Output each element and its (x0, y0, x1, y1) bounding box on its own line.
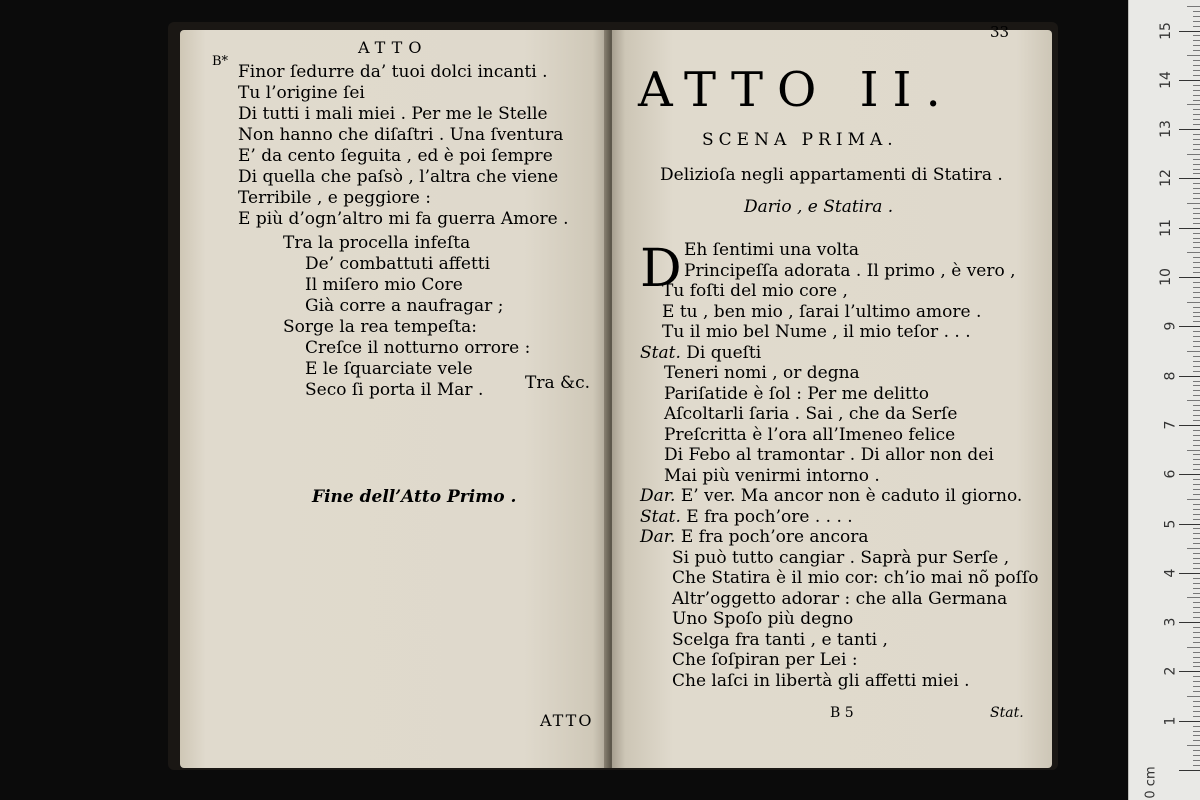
ruler-tick (1193, 440, 1200, 441)
ruler-tick (1193, 735, 1200, 736)
ruler-tick (1193, 405, 1200, 406)
ruler-tick (1193, 213, 1200, 214)
ruler-unit-label: 0 cm (1143, 766, 1159, 799)
ruler-tick (1193, 287, 1200, 288)
dialogue-text: Di queſti (686, 342, 762, 363)
ruler-tick (1187, 400, 1200, 401)
ruler-tick (1179, 228, 1200, 229)
ruler-tick (1193, 691, 1200, 692)
ruler-tick (1179, 425, 1200, 426)
dialogue-text: E fra poch’ore . . . . (686, 506, 853, 527)
ruler-tick (1187, 104, 1200, 105)
dialogue-line (664, 466, 880, 486)
speaker-label: Stat. (640, 506, 687, 527)
measuring-ruler (1128, 0, 1200, 800)
ruler-tick (1193, 331, 1200, 332)
corner-mark: B* (212, 54, 229, 69)
ruler-number: 3 (1162, 617, 1179, 627)
dialogue-line (640, 527, 869, 547)
ruler-tick (1193, 504, 1200, 505)
ruler-number: 7 (1162, 420, 1179, 430)
ruler-tick (1193, 169, 1200, 170)
ruler-tick (1193, 494, 1200, 495)
ruler-tick (1193, 662, 1200, 663)
dialogue-line (664, 445, 994, 465)
dialogue-line (640, 486, 1022, 506)
ruler-number: 14 (1158, 70, 1175, 89)
ruler-tick (1193, 568, 1200, 569)
ruler-tick (1193, 395, 1200, 396)
ruler-tick (1193, 242, 1200, 243)
dialogue-text: Altr’oggetto adorar : che alla Germana (672, 588, 1008, 609)
ruler-tick (1187, 252, 1200, 253)
verse-line: E più d’ogn’altro mi fa guerra Amore . (238, 209, 569, 229)
ruler-tick (1193, 686, 1200, 687)
dialogue-line (662, 322, 971, 342)
ruler-tick (1187, 597, 1200, 598)
ruler-tick (1179, 524, 1200, 525)
scene-setting: Delizioſa negli appartamenti di Statira . (660, 165, 1003, 185)
ruler-tick (1187, 302, 1200, 303)
ruler-tick (1193, 149, 1200, 150)
dialogue-line (672, 589, 1007, 609)
ruler-tick (1179, 474, 1200, 475)
dialogue-text: E’ ver. Ma ancor non è caduto il giorno. (680, 486, 1023, 506)
ruler-number: 4 (1162, 568, 1179, 578)
page-number: 33 (990, 23, 1010, 41)
ruler-tick (1187, 696, 1200, 697)
ruler-tick (1193, 593, 1200, 594)
ruler-tick (1193, 60, 1200, 61)
speaker-label: Dar. (640, 527, 681, 547)
ruler-tick (1193, 144, 1200, 145)
ruler-tick (1193, 602, 1200, 603)
ruler-tick (1193, 716, 1200, 717)
ruler-tick (1193, 198, 1200, 199)
signature-mark: B 5 (830, 705, 854, 721)
ruler-tick (1193, 292, 1200, 293)
ruler-tick (1193, 40, 1200, 41)
ruler-tick (1193, 390, 1200, 391)
dialogue-line (672, 609, 853, 629)
dialogue-line (684, 261, 1016, 281)
ruler-tick (1193, 356, 1200, 357)
ruler-tick (1187, 499, 1200, 500)
ruler-tick (1193, 583, 1200, 584)
dialogue-line (662, 281, 848, 301)
ruler-tick (1179, 129, 1200, 130)
ruler-tick (1193, 415, 1200, 416)
ruler-tick (1193, 445, 1200, 446)
ruler-number: 13 (1158, 120, 1175, 139)
aria-line: Tra la procella infeſta (283, 233, 471, 253)
dialogue-line (640, 343, 761, 363)
ruler-tick (1193, 297, 1200, 298)
verse-line: Di quella che paſsò , l’altra che viene (238, 167, 559, 187)
ruler-tick (1193, 469, 1200, 470)
ruler-tick (1179, 770, 1200, 771)
dialogue-line (672, 671, 970, 691)
ruler-tick (1193, 341, 1200, 342)
ruler-tick (1193, 519, 1200, 520)
ruler-tick (1193, 233, 1200, 234)
ruler-tick (1193, 21, 1200, 22)
ruler-tick (1193, 706, 1200, 707)
ruler-tick (1193, 95, 1200, 96)
ruler-tick (1193, 346, 1200, 347)
ruler-tick (1193, 381, 1200, 382)
ruler-tick (1193, 282, 1200, 283)
ruler-tick (1193, 183, 1200, 184)
ruler-number: 1 (1162, 716, 1179, 726)
aria-line: Già corre a naufragar ; (305, 296, 504, 316)
ruler-tick (1193, 321, 1200, 322)
ruler-number: 12 (1158, 169, 1175, 188)
ruler-tick (1193, 464, 1200, 465)
dialogue-text: Uno Spoſo più degno (672, 609, 854, 629)
verse-line: Di tutti i mali miei . Per me le Stelle (238, 104, 548, 124)
dialogue-line (672, 568, 1039, 588)
ruler-tick (1193, 371, 1200, 372)
ruler-tick (1193, 114, 1200, 115)
ruler-tick (1193, 652, 1200, 653)
ruler-tick (1193, 223, 1200, 224)
ruler-tick (1193, 533, 1200, 534)
ruler-tick (1193, 637, 1200, 638)
ruler-tick (1193, 50, 1200, 51)
dialogue-line (664, 363, 860, 383)
ruler-tick (1193, 139, 1200, 140)
ruler-tick (1187, 548, 1200, 549)
dialogue-line (664, 404, 957, 424)
ruler-tick (1193, 484, 1200, 485)
ruler-tick (1193, 420, 1200, 421)
ruler-tick (1193, 307, 1200, 308)
ruler-tick (1179, 376, 1200, 377)
scene-title: SCENA PRIMA. (702, 130, 898, 150)
ruler-tick (1187, 203, 1200, 204)
ruler-number: 9 (1162, 321, 1179, 331)
dialogue-text: Aſcoltarli ſaria . Sai , che da Serſe (664, 404, 958, 424)
ruler-tick (1193, 607, 1200, 608)
ruler-tick (1179, 622, 1200, 623)
ruler-tick (1193, 100, 1200, 101)
right-catchword: Stat. (990, 705, 1024, 721)
ruler-number: 8 (1162, 371, 1179, 381)
ruler-tick (1193, 26, 1200, 27)
ruler-tick (1187, 351, 1200, 352)
ruler-tick (1193, 543, 1200, 544)
ruler-tick (1193, 45, 1200, 46)
ruler-tick (1193, 361, 1200, 362)
dialogue-line (684, 240, 859, 260)
ruler-tick (1193, 410, 1200, 411)
verse-line: Finor ſedurre da’ tuoi dolci incanti . (238, 62, 548, 82)
ruler-tick (1193, 454, 1200, 455)
ruler-tick (1193, 70, 1200, 71)
ruler-tick (1193, 164, 1200, 165)
ruler-tick (1193, 578, 1200, 579)
ruler-tick (1193, 85, 1200, 86)
ruler-tick (1193, 430, 1200, 431)
ruler-tick (1193, 65, 1200, 66)
left-catchword: ATTO (540, 711, 594, 730)
ruler-number: 10 (1158, 268, 1175, 286)
ruler-tick (1193, 514, 1200, 515)
ruler-tick (1193, 16, 1200, 17)
ruler-tick (1193, 479, 1200, 480)
ruler-tick (1193, 563, 1200, 564)
ruler-tick (1193, 731, 1200, 732)
ruler-tick (1193, 312, 1200, 313)
ruler-tick (1193, 632, 1200, 633)
verse-line: Tu l’origine ſei (238, 83, 365, 103)
verse-line: Non hanno che diſaſtri . Una ſventura (238, 125, 564, 145)
dialogue-text: Tu foſti del mio core , (662, 281, 848, 301)
dialogue-text: Che ſoſpiran per Lei : (672, 650, 858, 670)
ruler-tick (1193, 726, 1200, 727)
dialogue-text: Preſcritta è l’ora all’Imeneo felice (664, 424, 956, 445)
running-head: ATTO (358, 38, 428, 57)
verse-line: E’ da cento ſeguita , ed è poi ſempre (238, 146, 553, 166)
dialogue-line (664, 384, 929, 404)
dialogue-text: Di Febo al tramontar . Di allor non dei (664, 445, 994, 465)
ruler-tick (1179, 277, 1200, 278)
dialogue-text: E tu , ben mio , ſarai l’ultimo amore . (662, 301, 982, 322)
dialogue-line (672, 548, 1009, 568)
dialogue-line (664, 425, 955, 445)
ruler-tick (1179, 671, 1200, 672)
ruler-number: 11 (1158, 218, 1175, 237)
ruler-tick (1193, 711, 1200, 712)
aria-line: De’ combattuti affetti (305, 254, 491, 274)
aria-line: Sorge la rea tempeſta: (283, 317, 477, 337)
dialogue-line (662, 302, 981, 322)
ruler-tick (1193, 740, 1200, 741)
speaker-label: Stat. (640, 342, 687, 363)
dialogue-text: Eh ſentimi una volta (684, 240, 859, 260)
ruler-tick (1193, 193, 1200, 194)
ruler-tick (1193, 272, 1200, 273)
ruler-tick (1187, 647, 1200, 648)
ruler-tick (1193, 642, 1200, 643)
act-end-note: Fine dell’Atto Primo . (312, 487, 517, 507)
dialogue-text: Tu il mio bel Nume , il mio teſor . . . (662, 322, 971, 342)
ruler-tick (1193, 257, 1200, 258)
ruler-tick (1179, 80, 1200, 81)
ruler-tick (1193, 218, 1200, 219)
aria-line: Il miſero mio Core (305, 275, 463, 295)
ruler-tick (1193, 247, 1200, 248)
dialogue-text: Pariſatide è ſol : Per me delitto (664, 383, 929, 404)
aria-line: Seco ſi porta il Mar . (305, 380, 484, 400)
ruler-tick (1193, 75, 1200, 76)
dialogue-text: Che laſci in libertà gli affetti miei . (672, 670, 970, 691)
ruler-tick (1193, 208, 1200, 209)
ruler-tick (1193, 657, 1200, 658)
ruler-tick (1193, 755, 1200, 756)
ruler-tick (1193, 385, 1200, 386)
ruler-tick (1193, 366, 1200, 367)
aria-line: E le ſquarciate vele (305, 359, 473, 379)
ruler-tick (1193, 528, 1200, 529)
ruler-number: 5 (1162, 519, 1179, 528)
dialogue-text: Si può tutto cangiar . Saprà pur Serſe , (672, 547, 1010, 568)
speaker-label: Dar. (640, 486, 681, 506)
ruler-tick (1193, 188, 1200, 189)
ruler-tick (1187, 6, 1200, 7)
ruler-tick (1193, 588, 1200, 589)
ruler-tick (1193, 509, 1200, 510)
ruler-tick (1193, 558, 1200, 559)
dialogue-text: Mai più venirmi intorno . (664, 465, 880, 486)
ruler-tick (1193, 459, 1200, 460)
dialogue-text: Teneri nomi , or degna (664, 363, 860, 383)
ruler-tick (1193, 90, 1200, 91)
ruler-tick (1193, 11, 1200, 12)
ruler-tick (1193, 159, 1200, 160)
ruler-tick (1193, 676, 1200, 677)
ruler-tick (1193, 35, 1200, 36)
ruler-tick (1193, 489, 1200, 490)
ruler-tick (1193, 617, 1200, 618)
ruler-tick (1193, 336, 1200, 337)
dialogue-text: Scelga fra tanti , e tanti , (672, 629, 888, 650)
verse-line: Terribile , e peggiore : (238, 188, 431, 208)
ruler-tick (1179, 721, 1200, 722)
ruler-tick (1193, 435, 1200, 436)
dialogue-text: Che Statira è il mio cor: ch’io mai nõ poſſo (672, 568, 1039, 588)
ruler-tick (1193, 666, 1200, 667)
dialogue-text: E fra poch’ore ancora (680, 527, 869, 547)
ruler-tick (1193, 681, 1200, 682)
ruler-tick (1187, 745, 1200, 746)
ruler-number: 15 (1158, 21, 1175, 40)
ruler-tick (1193, 124, 1200, 125)
ruler-tick (1187, 450, 1200, 451)
ruler-tick (1193, 701, 1200, 702)
ruler-number: 6 (1162, 469, 1179, 479)
scene-characters: Dario , e Statira . (744, 197, 894, 217)
dialogue-line (640, 507, 853, 527)
ruler-tick (1193, 109, 1200, 110)
ruler-tick (1193, 267, 1200, 268)
ruler-tick (1179, 178, 1200, 179)
ruler-tick (1179, 573, 1200, 574)
ruler-tick (1179, 31, 1200, 32)
ruler-tick (1193, 134, 1200, 135)
ruler-tick (1187, 154, 1200, 155)
act-title: ATTO II. (638, 62, 955, 118)
drop-cap: D (640, 239, 682, 299)
aria-repeat: Tra &c. (525, 373, 591, 393)
dialogue-line (672, 630, 888, 650)
ruler-tick (1193, 538, 1200, 539)
dialogue-text: Principeſſa adorata . Il primo , è vero , (684, 260, 1016, 281)
ruler-tick (1193, 612, 1200, 613)
ruler-tick (1193, 173, 1200, 174)
aria-line: Creſce il notturno orrore : (305, 338, 531, 358)
ruler-tick (1193, 238, 1200, 239)
ruler-tick (1193, 627, 1200, 628)
ruler-tick (1193, 553, 1200, 554)
ruler-tick (1193, 765, 1200, 766)
dialogue-line (672, 650, 858, 670)
ruler-tick (1193, 262, 1200, 263)
ruler-tick (1193, 750, 1200, 751)
ruler-tick (1179, 326, 1200, 327)
ruler-tick (1193, 119, 1200, 120)
ruler-tick (1187, 55, 1200, 56)
ruler-tick (1193, 316, 1200, 317)
ruler-tick (1193, 760, 1200, 761)
ruler-number: 2 (1162, 666, 1179, 676)
